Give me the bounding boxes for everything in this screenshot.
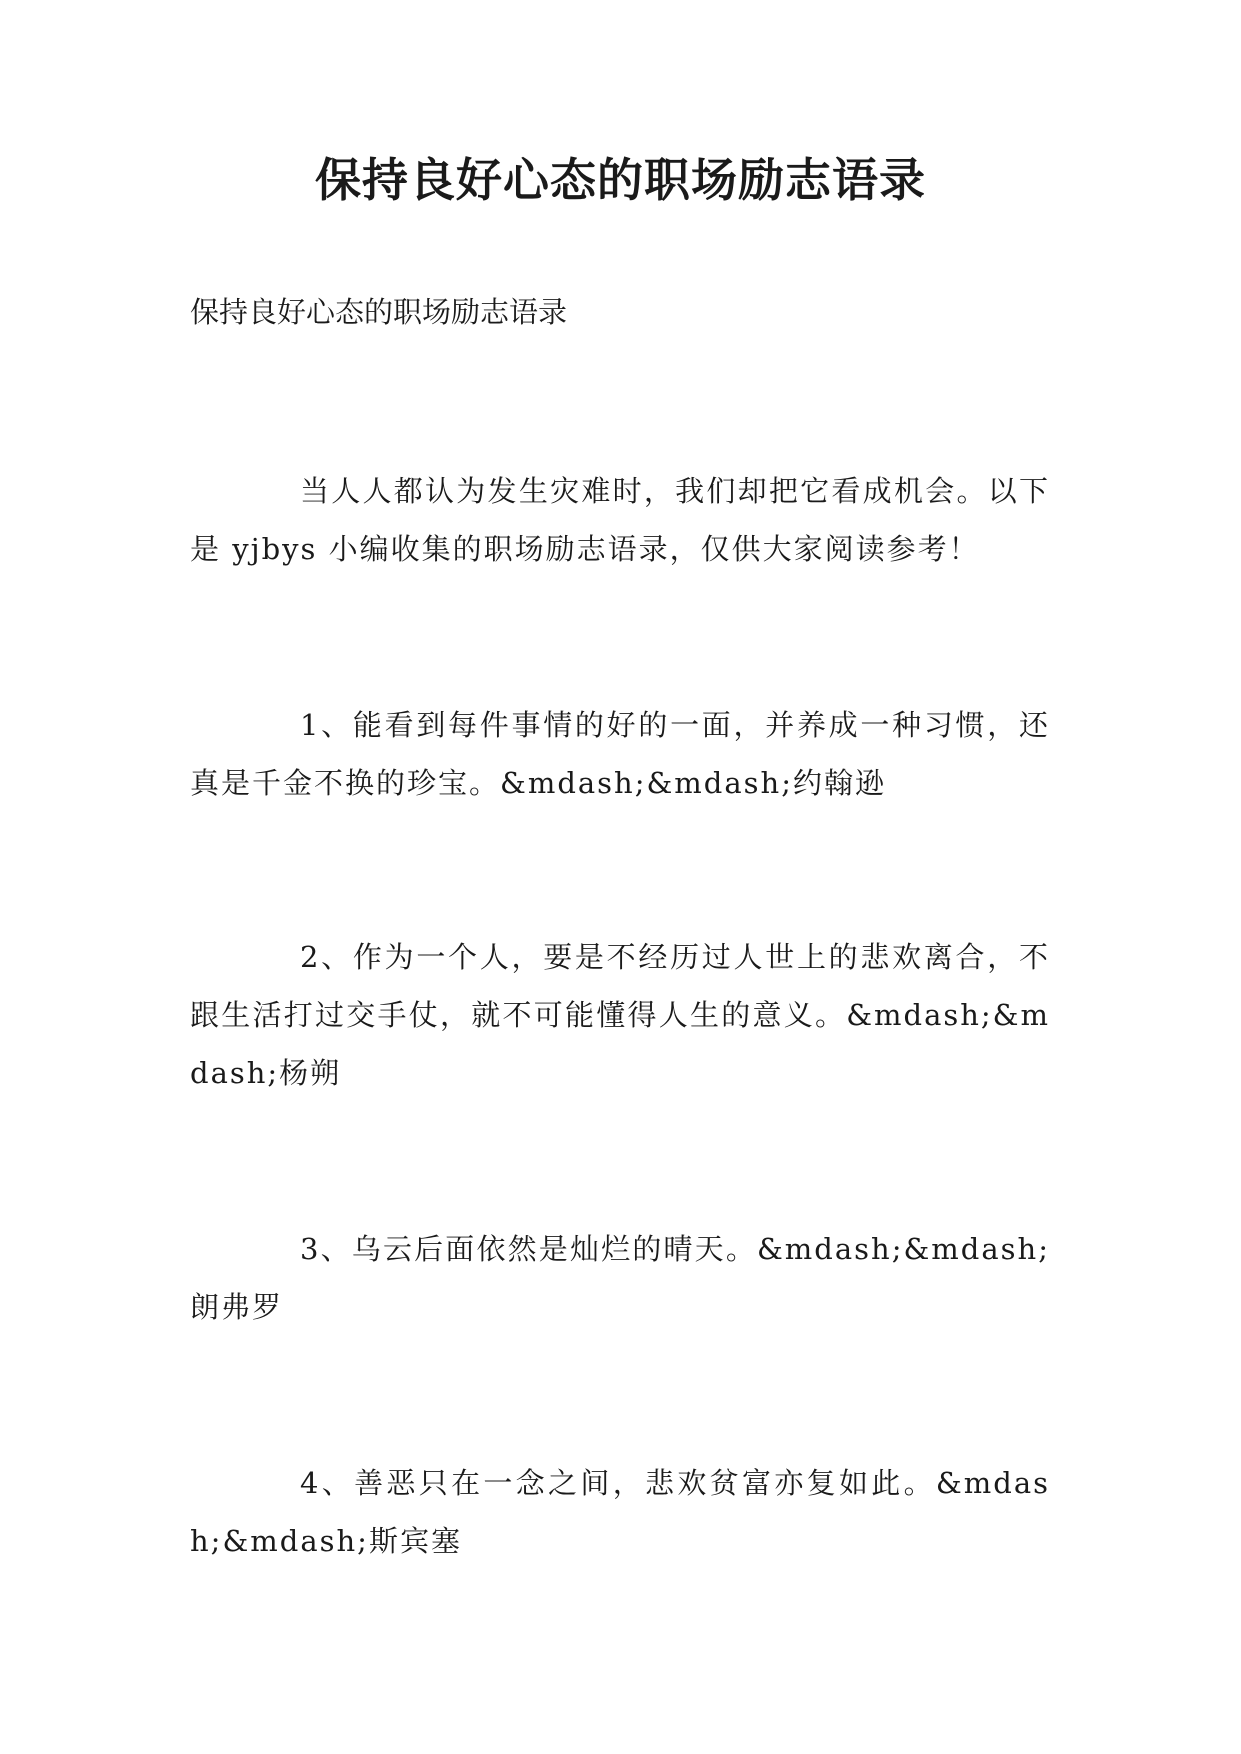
document-subtitle: 保持良好心态的职场励志语录 [190, 295, 568, 329]
page-title: 保持良好心态的职场励志语录 [315, 153, 926, 207]
quote-paragraph-3: 3、乌云后面依然是灿烂的晴天。&mdash;&mdash;朗弗罗 [190, 1232, 1050, 1324]
quote-paragraph-1: 1、能看到每件事情的好的一面，并养成一种习惯，还真是千金不换的珍宝。&mdash;&mdash;约翰逊 [190, 708, 1050, 800]
intro-paragraph: 当人人都认为发生灾难时，我们却把它看成机会。以下是 yjbys 小编收集的职场励志语录，仅供大家阅读参考！ [190, 474, 1050, 566]
quote-paragraph-4: 4、善恶只在一念之间，悲欢贫富亦复如此。&mdash;&mdash;斯宾塞 [190, 1466, 1050, 1558]
quote-paragraph-2: 2、作为一个人，要是不经历过人世上的悲欢离合，不跟生活打过交手仗，就不可能懂得人生的意义。&mdash;&mdash;杨朔 [190, 940, 1050, 1090]
